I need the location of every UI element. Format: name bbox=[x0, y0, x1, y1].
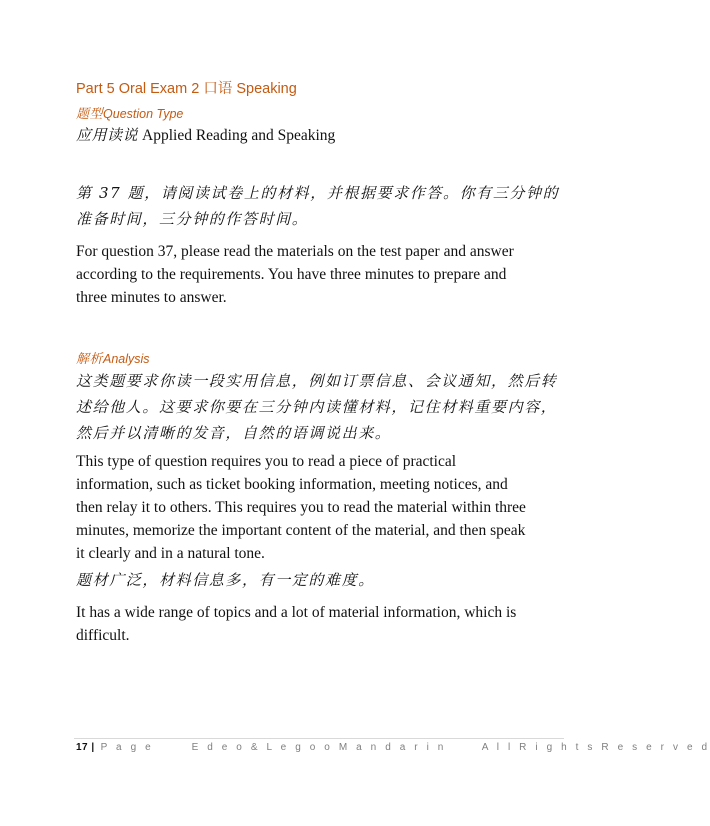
question-en-line-2: according to the requirements. You have three minutes to prepare and bbox=[76, 266, 507, 283]
question-cn-line-1: 第 37 题，请阅读试卷上的材料，并根据要求作答。你有三分钟的 bbox=[76, 184, 560, 202]
page-footer bbox=[76, 742, 710, 753]
analysis-en2-line-2: difficult. bbox=[76, 627, 130, 644]
question-type-line bbox=[76, 124, 335, 145]
analysis-label-cn: 解析 bbox=[76, 352, 104, 367]
footer-rights: A l l R i g h t s R e s e r v e d bbox=[481, 742, 710, 753]
analysis-cn-line-3: 然后并以清晰的发音，自然的语调说出来。 bbox=[76, 424, 392, 442]
analysis-cn-line-1: 这类题要求你读一段实用信息，例如订票信息、会议通知，然后转 bbox=[76, 372, 558, 390]
question-type-label bbox=[76, 103, 183, 122]
page-label: P a g e bbox=[94, 742, 154, 753]
analysis-en-line-1: This type of question requires you to read a piece of practical bbox=[76, 453, 457, 470]
analysis-en2-line-1: It has a wide range of topics and a lot of material information, which is bbox=[76, 604, 517, 621]
analysis-cn-line-2: 述给他人。这要求你要在三分钟内读懂材料，记住材料重要内容， bbox=[76, 398, 558, 416]
question-en-line-1: For question 37, please read the materials on the test paper and answer bbox=[76, 243, 514, 260]
analysis-en-line-2: information, such as ticket booking information, meeting notices, and bbox=[76, 476, 508, 493]
question-type-label-en: Question Type bbox=[103, 107, 184, 121]
page-number: 17 | bbox=[76, 742, 95, 753]
analysis-en-line-4: minutes, memorize the important content of the material, and then speak bbox=[76, 522, 526, 539]
analysis-label bbox=[76, 348, 150, 367]
analysis-cn2: 题材广泛，材料信息多，有一定的难度。 bbox=[76, 571, 375, 589]
analysis-label-en: Analysis bbox=[103, 352, 150, 366]
question-cn-line-2: 准备时间，三分钟的作答时间。 bbox=[76, 210, 309, 228]
question-en-line-3: three minutes to answer. bbox=[76, 289, 227, 306]
analysis-en-line-3: then relay it to others. This requires you to read the material within three bbox=[76, 499, 526, 516]
analysis-en-line-5: it clearly and in a natural tone. bbox=[76, 545, 265, 562]
footer-brand: E d e o & L e g o o M a n d a r i n bbox=[191, 742, 447, 753]
question-type-en: Applied Reading and Speaking bbox=[142, 127, 336, 144]
section-heading: Part 5 Oral Exam 2 口语 Speaking bbox=[76, 81, 297, 97]
footer-divider bbox=[74, 738, 564, 739]
question-type-cn: 应用读说 bbox=[76, 126, 139, 144]
question-type-label-cn: 题型 bbox=[76, 107, 104, 122]
